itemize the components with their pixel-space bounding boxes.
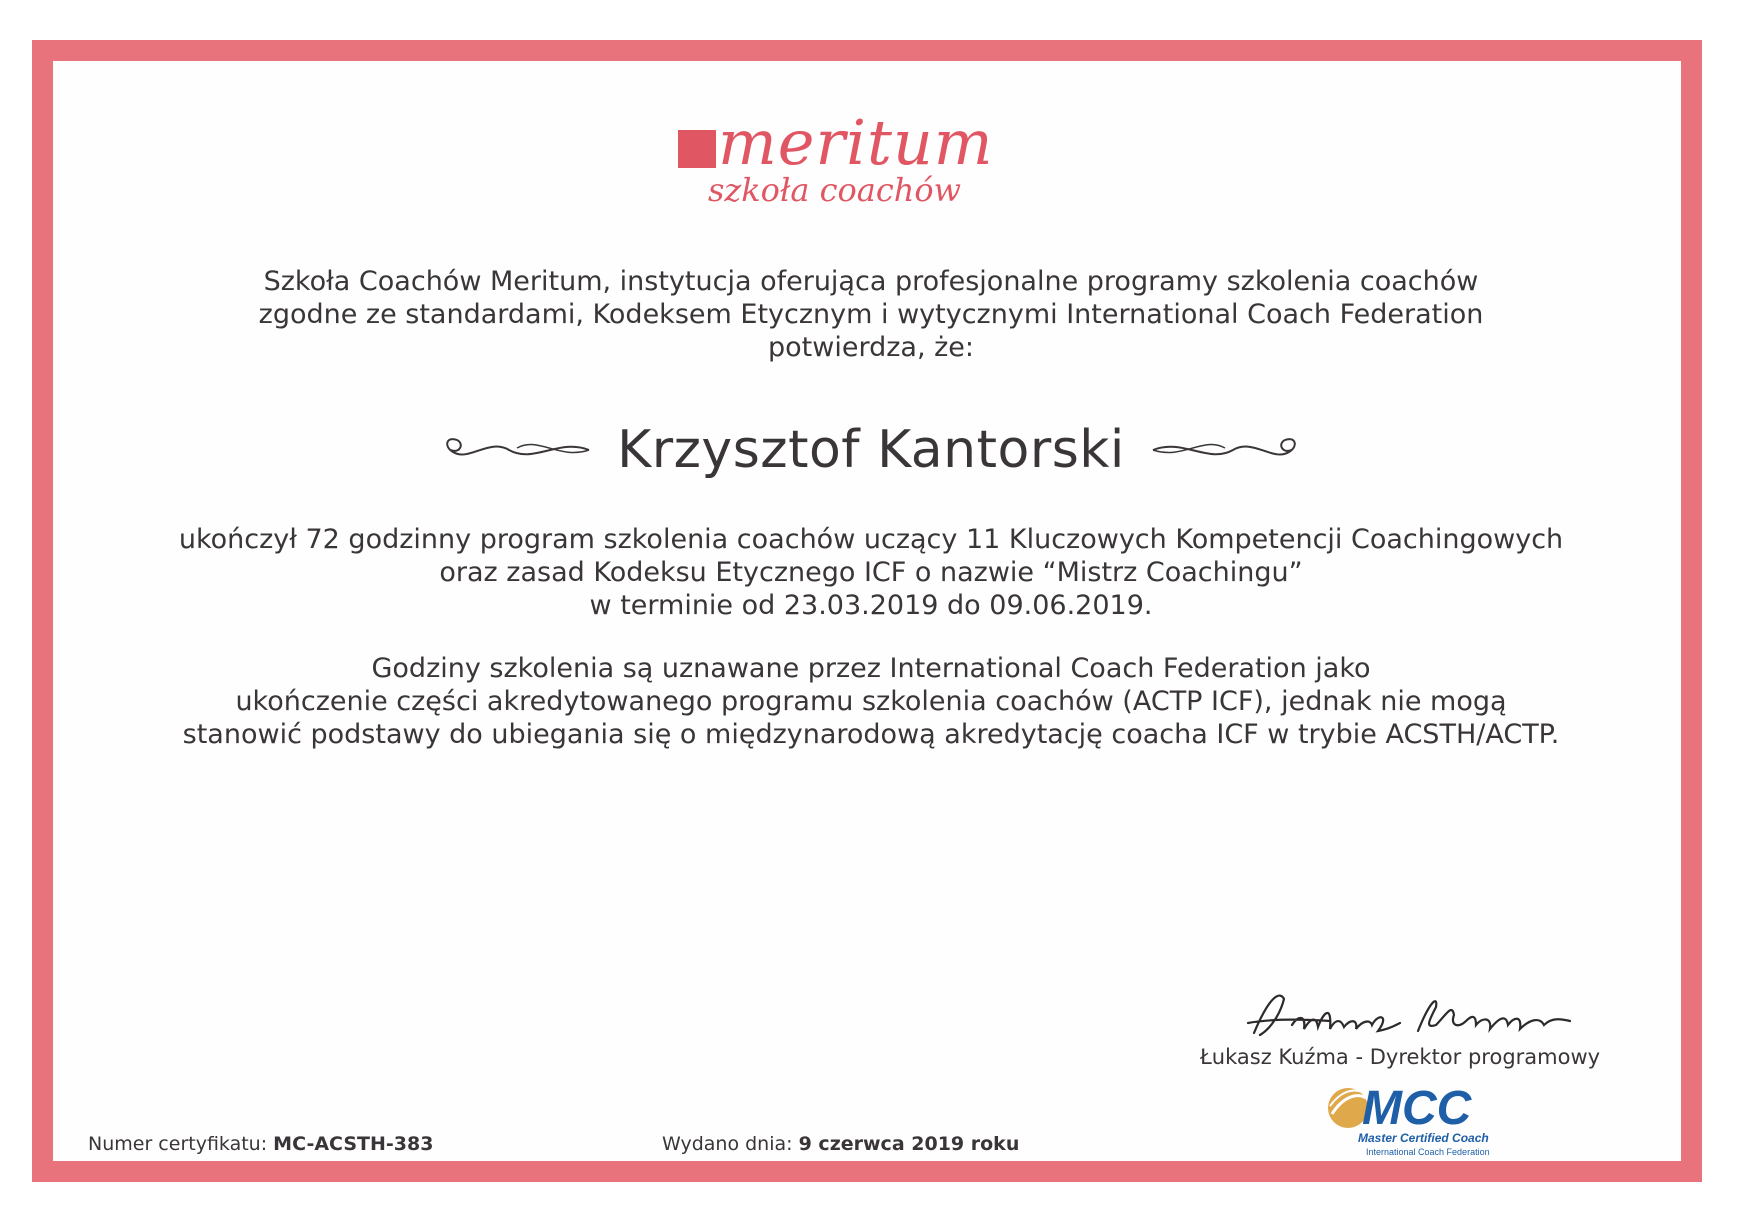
intro-paragraph [60, 265, 1682, 364]
logo-subtitle: szkoła coachów [708, 171, 962, 209]
completion-line: ukończył 72 godzinny program szkolenia coachów uczący 11 Kluczowych Kompetencji Coachingowych [178, 524, 1564, 555]
mcc-title: Master Certified Coach [1358, 1131, 1489, 1145]
mcc-org: International Coach Federation [1366, 1147, 1490, 1157]
left-flourish-icon [439, 430, 599, 470]
right-flourish-icon [1143, 430, 1303, 470]
completion-paragraph [60, 523, 1682, 622]
accreditation-note [60, 652, 1682, 751]
meritum-logo [678, 108, 1058, 218]
logo-word: meritum [718, 106, 994, 179]
signatory-caption: Łukasz Kuźma - Dyrektor programowy [1200, 1045, 1601, 1069]
recipient-name: Krzysztof Kantorski [617, 420, 1125, 480]
cert-number-value: MC-ACSTH-383 [273, 1133, 434, 1155]
cert-number-label: Numer certyfikatu: [88, 1133, 268, 1155]
intro-line: potwierdza, że: [768, 332, 974, 363]
certificate-number [88, 1133, 433, 1155]
completion-line: oraz zasad Kodeksu Etycznego ICF o nazwie “Mistrz Coachingu” [439, 557, 1303, 588]
completion-line: w terminie od 23.03.2019 do 09.06.2019. [589, 590, 1153, 621]
recipient-row [60, 415, 1682, 485]
note-line: ukończenie części akredytowanego programu szkolenia coachów (ACTP ICF), jednak nie mogą [235, 686, 1507, 717]
mcc-badge [1322, 1078, 1502, 1160]
intro-line: zgodne ze standardami, Kodeksem Etycznym i wytycznymi International Coach Federation [258, 299, 1484, 330]
note-line: stanowić podstawy do ubiegania się o międzynarodową akredytację coacha ICF w trybie ACSTH/ACTP. [182, 719, 1560, 750]
issue-date-value: 9 czerwca 2019 roku [798, 1133, 1020, 1155]
handwritten-signature [1240, 985, 1580, 1043]
issue-date [662, 1133, 1019, 1155]
note-line: Godziny szkolenia są uznawane przez International Coach Federation jako [371, 653, 1371, 684]
intro-line: Szkoła Coachów Meritum, instytucja oferująca profesjonalne programy szkolenia coachów [263, 266, 1479, 297]
mcc-code: MCC [1362, 1082, 1472, 1135]
logo-square [678, 130, 716, 168]
issue-date-label: Wydano dnia: [662, 1133, 793, 1155]
